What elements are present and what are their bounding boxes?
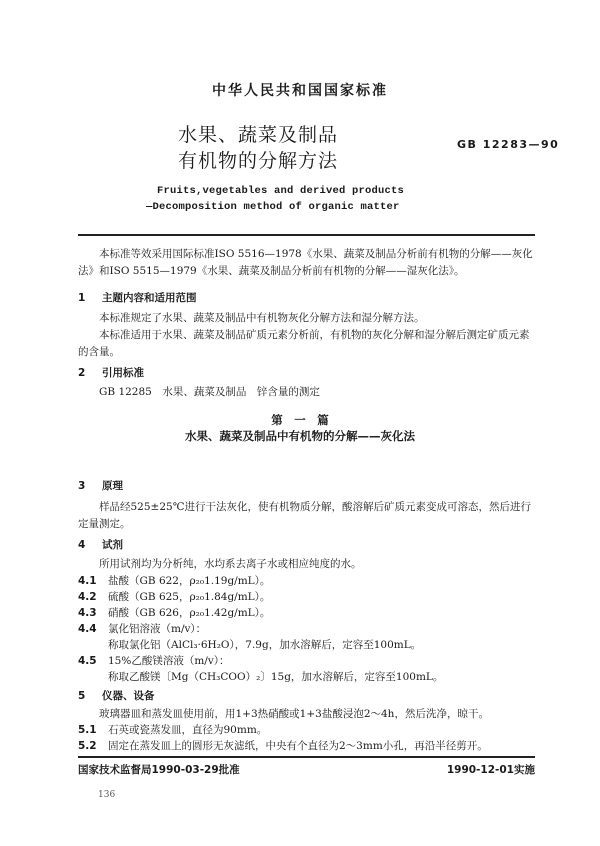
part-label: 第 一 篇 bbox=[271, 413, 329, 427]
item-text: 硝酸（GB 626，ρ₂₀1.42g/mL）。 bbox=[108, 607, 271, 619]
item-number: 4.2 bbox=[78, 591, 97, 603]
item-number: 5.2 bbox=[78, 740, 97, 752]
section-1-paragraph-1: 本标准规定了水果、蔬菜及制品中有机物灰化分解方法和湿分解方法。 bbox=[99, 312, 425, 324]
reagent-item-4-4 bbox=[78, 621, 538, 637]
page-number: 136 bbox=[98, 790, 116, 800]
section-2-reference: GB 12285 水果、蔬菜及制品 锌含量的测定 bbox=[99, 386, 320, 398]
item-text: 盐酸（GB 622，ρ₂₀1.19g/mL）。 bbox=[108, 575, 271, 587]
section-5-paragraph: 玻璃器皿和蒸发皿使用前，用1+3热硝酸或1+3盐酸浸泡2～4h，然后洗净，晾干。 bbox=[99, 708, 489, 720]
header-divider bbox=[78, 234, 535, 236]
document-title-en bbox=[146, 183, 404, 215]
section-title: 引用标准 bbox=[102, 367, 144, 379]
section-title: 试剂 bbox=[102, 539, 123, 551]
section-1-paragraph-2: 本标准适用于水果、蔬菜及制品矿质元素分析前，有机物的灰化分解和湿分解后测定矿质元素的含量。 bbox=[78, 329, 530, 358]
section-5-heading bbox=[78, 688, 155, 703]
section-2-heading bbox=[78, 365, 144, 380]
standard-code: GB 12283—90 bbox=[457, 138, 560, 151]
part-title: 水果、蔬菜及制品中有机物的分解——灰化法 bbox=[185, 429, 415, 443]
item-text: 硫酸（GB 625，ρ₂₀1.84g/mL）。 bbox=[108, 591, 271, 603]
section-title: 主题内容和适用范围 bbox=[102, 292, 197, 304]
reagent-item-4-5 bbox=[78, 653, 538, 669]
item-number: 4.3 bbox=[78, 607, 97, 619]
title-cn-line1: 水果、蔬菜及制品 bbox=[178, 124, 339, 146]
effective-date: 1990-12-01实施 bbox=[446, 764, 535, 776]
reagent-item-4-1 bbox=[78, 573, 538, 589]
equipment-item-5-2 bbox=[78, 738, 538, 754]
document-title-cn bbox=[178, 122, 338, 174]
reagent-item-4-4-detail: 称取氯化铝（AlCl₃·6H₂O），7.9g，加水溶解后，定容至100mL。 bbox=[108, 639, 422, 651]
section-4-heading bbox=[78, 537, 123, 552]
section-3-heading bbox=[78, 478, 123, 493]
item-text: 石英或瓷蒸发皿，直径为90mm。 bbox=[108, 724, 268, 736]
item-number: 4.1 bbox=[78, 575, 97, 587]
title-cn-line2: 有机物的分解方法 bbox=[178, 150, 339, 172]
reagent-item-4-2 bbox=[78, 589, 538, 605]
item-number: 4.5 bbox=[78, 655, 97, 667]
section-title: 原理 bbox=[102, 480, 123, 492]
item-text: 固定在蒸发皿上的圆形无灰滤纸，中央有个直径为2～3mm小孔，再沿半径剪开。 bbox=[108, 740, 488, 752]
reagent-item-4-5-detail: 称取乙酸镁〔Mg（CH₃COO）₂〕15g，加水溶解后，定容至100mL。 bbox=[108, 671, 444, 683]
section-4-paragraph: 所用试剂均为分析纯，水均系去离子水或相应纯度的水。 bbox=[99, 558, 362, 570]
item-text: 15%乙酸镁溶液（m/v）： bbox=[108, 655, 230, 667]
reagent-item-4-3 bbox=[78, 605, 538, 621]
title-en-line1: Fruits,vegetables and derived products bbox=[157, 185, 405, 197]
section-1-heading bbox=[78, 290, 197, 305]
section-number: 4 bbox=[78, 539, 86, 551]
equipment-item-5-1 bbox=[78, 722, 538, 738]
national-standard-heading: 中华人民共和国国家标准 bbox=[212, 83, 388, 99]
item-number: 5.1 bbox=[78, 724, 97, 736]
section-title: 仪器、设备 bbox=[102, 690, 155, 702]
section-number: 2 bbox=[78, 367, 86, 379]
footer-divider bbox=[78, 756, 535, 758]
item-text: 氯化铝溶液（m/v）： bbox=[108, 623, 207, 635]
title-en-line2: —Decomposition method of organic matter bbox=[146, 201, 400, 213]
section-3-paragraph: 样品经525±25℃进行干法灰化，使有机物质分解，酸溶解后矿质元素变成可溶态，然后进行定量测定。 bbox=[78, 501, 531, 530]
approval-date: 国家技术监督局1990-03-29批准 bbox=[78, 764, 240, 776]
section-number: 3 bbox=[78, 480, 86, 492]
intro-paragraph: 本标准等效采用国际标准ISO 5516—1978《水果、蔬菜及制品分析前有机物的分解——灰化法》和ISO 5515—1979《水果、蔬菜及制品分析前有机物的分解——湿灰化法》。 bbox=[78, 248, 533, 277]
section-number: 1 bbox=[78, 292, 86, 304]
item-number: 4.4 bbox=[78, 623, 97, 635]
section-number: 5 bbox=[78, 690, 86, 702]
